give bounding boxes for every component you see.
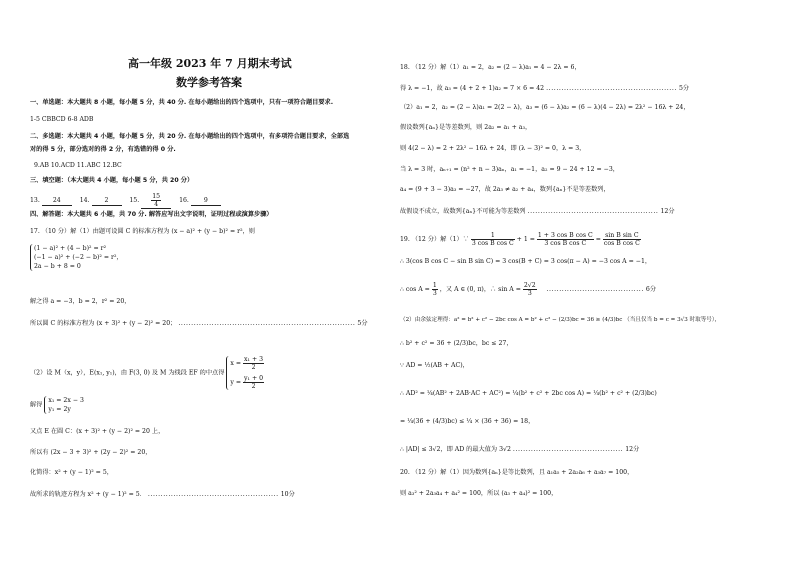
- exam-title: 高一年级 2023 年 7 月期末考试: [128, 57, 292, 70]
- section1-answers: 1-5 CBBCD 6-8 ADB: [30, 116, 94, 123]
- q19-line1-label: 19. （12 分）解（1）∵: [400, 236, 469, 243]
- q19-sinA-den: 3: [527, 290, 532, 297]
- q14-number: 14.: [79, 197, 90, 204]
- section2-answers: 9.AB 10.ACD 11.ABC 12.BC: [34, 162, 122, 169]
- fill-in-answers: [30, 193, 221, 209]
- q17-mid-x-num: x₁ + 3: [244, 356, 264, 363]
- q18-score1: 5分: [678, 85, 690, 92]
- q19-line3-b: ，又 A ∈ (0, π)，∴ sin A =: [439, 286, 521, 293]
- q19-line9: ∴ |AD| ≤ 3√2，即 AD 的最大值为 3√2 ........................................... 12分: [400, 446, 640, 453]
- q15-number: 15.: [129, 197, 140, 204]
- q17-mid-x-label: x =: [230, 360, 242, 367]
- q18-line5: 则 4(2 − λ) = 2 + 2λ² − 16λ + 24，即 (λ − 3)² = 0，λ = 3，: [400, 145, 586, 152]
- q18-line6: 当 λ = 3 时，aₙ₊₁ = (n² + n − 3)aₙ，a₁ = −1，a₂ = 9 − 24 + 12 = −3，: [400, 166, 619, 173]
- q19-line8: = ¼(36 + (4/3)bc) ≤ ¼ × (36 + 36) = 18，: [400, 418, 535, 425]
- q19-cosA-den: 3: [432, 290, 437, 297]
- q18-line8: 故假设不成立，故数列{aₙ}不可能为等差数列 ................................................... 12分: [400, 208, 675, 215]
- q17-solve2-label: 解得: [30, 401, 43, 409]
- q19-sinA-num: 2√2: [523, 282, 536, 289]
- q17-final: 故所求的轨迹方程为 x² + (y − 1)² = 5． ................................................... 10分: [30, 491, 295, 498]
- q17-final-text: 故所求的轨迹方程为 x² + (y − 1)² = 5．: [30, 491, 146, 498]
- section2-heading: 二、多选题：本大题共 4 小题，每小题 5 分，共 20 分. 在每小题给出的四个选项中，有多项符合题目要求，全部选: [30, 133, 350, 140]
- q17-eq3: 2a − b + 8 = 0: [34, 263, 81, 270]
- q19-frac3-num: sin B sin C: [603, 232, 641, 240]
- q17-mid-y-den: 2: [251, 383, 256, 390]
- q18-line2: 得 λ = −1，故 a₃ = (4 + 2 + 1)a₂ = 7 × 6 = 42 ................................................... 5分: [400, 85, 690, 92]
- right-column: [400, 0, 770, 562]
- q18-line2-text: 得 λ = −1，故 a₃ = (4 + 2 + 1)a₂ = 7 × 6 = 42: [400, 85, 545, 92]
- q19-score2: 12分: [625, 446, 640, 453]
- q13-number: 13.: [30, 197, 40, 204]
- q19-cosA-num: 1: [432, 282, 437, 289]
- q19-line3: ∴ cos A = $\frac{1}{3}$ ，又 A ∈ (0, π)，∴ sin A = $\frac{2√2}{3}$ ...................................... 6分: [400, 282, 657, 297]
- q19-line3-a: ∴ cos A =: [400, 286, 430, 293]
- q17-sol-y: y₁ = 2y: [48, 406, 71, 413]
- q17-eq1: (1 − a)² + (4 − b)² = r²: [34, 245, 107, 252]
- q17-system: [30, 244, 123, 271]
- q19-plus: + 1 =: [516, 236, 535, 243]
- q17-solve: 解之得 a = −3，b = 2，r² = 20，: [30, 298, 131, 305]
- q18-line7: a₄ = (9 + 3 − 3)a₃ = −27，故 2a₃ ≠ a₂ + a₄，数列{aₙ}不是等差数列，: [400, 186, 610, 193]
- q17-circle-eq: 所以圆 C 的标准方程为 (x + 3)² + (y − 2)² = 20； ..................................................................... 5分: [30, 320, 368, 327]
- q17-part2-text: （2）设 M（x，y），E(x₁, y₁)，由 F(3, 0) 及 M 为线段 EF 的中点得: [30, 369, 225, 377]
- q18-score2: 12分: [660, 208, 675, 215]
- q19-line7: ∴ AD² = ¼(AB² + 2AB·AC + AC²) = ¼(b² + c² + 2bc cos A) = ¼(b² + c² + (2/3)bc): [400, 390, 657, 397]
- q18-line3: （2）a₁ = 2，a₂ = (2 − λ)a₁ = 2(2 − λ)，a₃ = (6 − λ)a₂ = (6 − λ)(4 − 2λ) = 2λ² − 16λ + 24，: [400, 104, 690, 111]
- exam-subtitle: 数学参考答案: [176, 76, 242, 89]
- q19-line6: ∵ AD = ½(AB + AC)，: [400, 362, 469, 369]
- q19-line4: （2）由余弦定理得：a² = b² + c² − 2bc cos A = b² + c² − (2/3)bc = 36 ≥ (4/3)bc （当且仅当 b = c = 3√3 时取等号），: [400, 317, 721, 323]
- q17-simplify: 化简得：x² + (y − 1)² = 5，: [30, 469, 113, 476]
- section3-heading: 三、填空题：（本大题共 4 小题，每小题 5 分，共 20 分）: [30, 177, 194, 184]
- q17-mid-y-label: y =: [230, 379, 242, 386]
- q17-score1: 5分: [357, 320, 368, 327]
- q17-eq2: (−1 − a)² + (−2 − b)² = r²，: [34, 254, 123, 261]
- q19-line9-text: ∴ |AD| ≤ 3√2，即 AD 的最大值为 3√2: [400, 446, 511, 453]
- q15-answer: [141, 193, 171, 209]
- left-column: [30, 0, 385, 562]
- q19-frac1-den: 3 cos B cos C: [471, 240, 514, 247]
- q17-mid-y-num: y₁ + 0: [244, 375, 264, 382]
- q17-on-circle: 又点 E 在圆 C：(x + 3)² + (y − 2)² = 20 上，: [30, 428, 165, 435]
- q16-number: 16.: [179, 197, 189, 204]
- q17-sol-x: x₁ = 2x − 3: [48, 397, 84, 404]
- q14-answer: 2: [92, 197, 122, 206]
- section1-heading: 一、单选题：本大题共 8 小题，每小题 5 分，共 40 分. 在每小题给出的四个选项中，只有一项符合题目要求.: [30, 99, 334, 106]
- q17-solve2: [30, 396, 84, 414]
- q20-line2: 则 a₃² + 2a₃a₄ + a₄² = 100，所以 (a₃ + a₄)² = 100，: [400, 490, 558, 497]
- q19-line2: ∴ 3(cos B cos C − sin B sin C) = 3 cos(B + C) = 3 cos(π − A) = −3 cos A = −1，: [400, 258, 652, 265]
- q18-line8-text: 故假设不成立，故数列{aₙ}不可能为等差数列: [400, 208, 526, 215]
- q19-frac1-num: 1: [471, 232, 515, 240]
- q17-part2: [30, 356, 264, 390]
- q15-denominator: 4: [154, 201, 159, 208]
- section4-heading: 四、解答题：本大题共 6 小题，共 70 分. 解答应写出文字说明，证明过程或演算步骤）: [30, 211, 273, 218]
- q19-frac2-num: 1 + 3 cos B cos C: [537, 232, 593, 239]
- q15-numerator: 15: [152, 193, 161, 200]
- q17-score2: 10分: [280, 491, 295, 498]
- q19-score1: 6分: [645, 286, 657, 293]
- q19-equals: =: [595, 236, 601, 243]
- q18-line4: 假设数列{aₙ}是等差数列，则 2a₂ = a₁ + a₃，: [400, 124, 532, 131]
- q19-frac3-den: cos B cos C: [603, 240, 640, 247]
- q19-frac2-den: 3 cos B cos C: [544, 240, 587, 247]
- q19-line5: ∴ b² + c² = 36 + (2/3)bc，bc ≤ 27，: [400, 340, 513, 347]
- q17-intro: 17. （10 分）解（1）由题可设圆 C 的标准方程为 (x − a)² + (y − b)² = r²，则: [30, 228, 255, 235]
- q19-line1: [400, 232, 641, 247]
- q16-answer: 9: [191, 197, 221, 206]
- q13-answer: 24: [42, 197, 72, 206]
- q18-line1: 18. （12 分）解（1）a₁ = 2，a₂ = (2 − λ)a₁ = 4 − 2λ = 6，: [400, 64, 581, 71]
- q17-substitute: 所以有 (2x − 3 + 3)² + (2y − 2)² = 20，: [30, 449, 152, 456]
- q20-line1: 20. （12 分）解（1）因为数列{aₙ}是等比数列，且 a₁a₅ + 2a₂a₆ + a₃a₇ = 100，: [400, 469, 634, 476]
- q17-mid-x-den: 2: [251, 364, 256, 371]
- section2-heading-cont: 对的得 5 分，部分选对的得 2 分，有选错的得 0 分.: [30, 146, 176, 153]
- q17-circle-eq-text: 所以圆 C 的标准方程为 (x + 3)² + (y − 2)² = 20；: [30, 320, 177, 327]
